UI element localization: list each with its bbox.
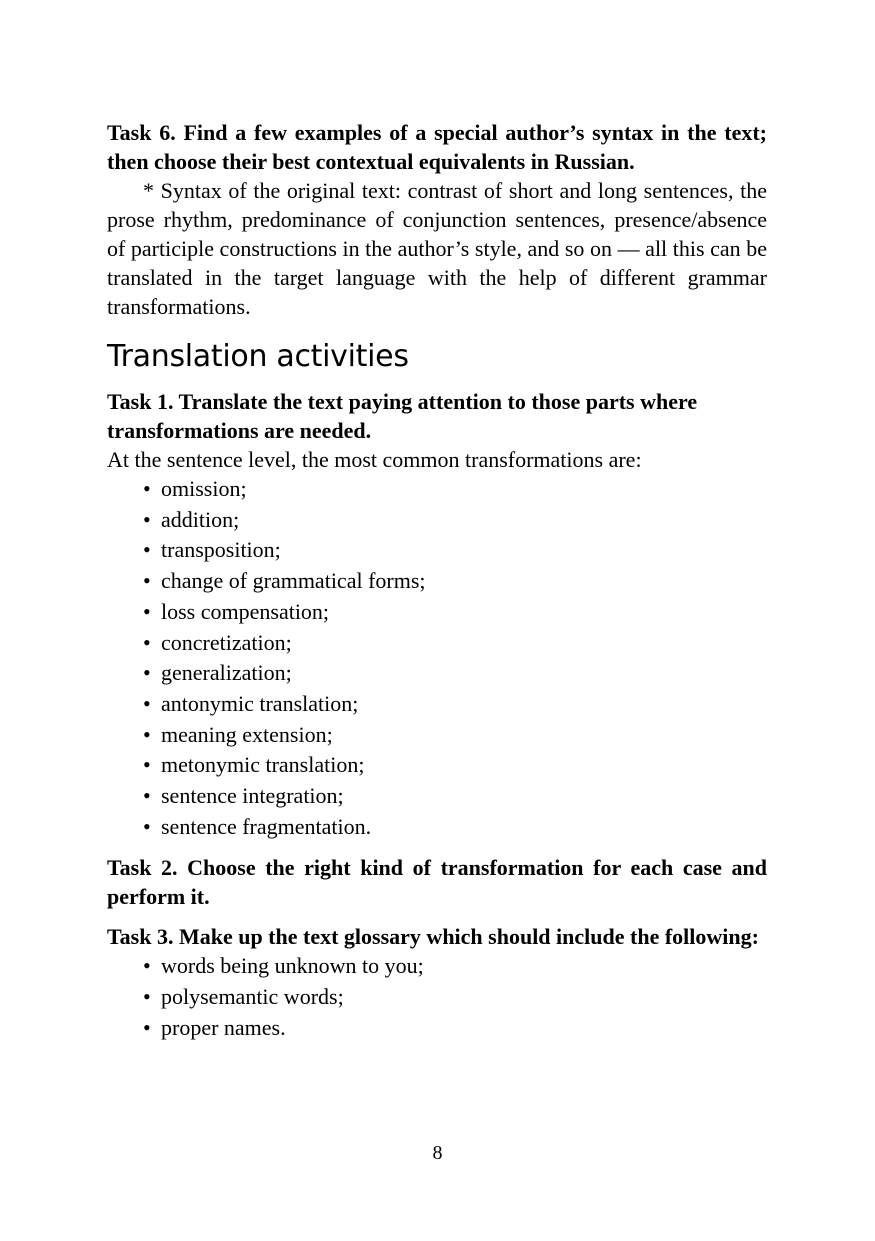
list-item-text: proper names. — [161, 1014, 286, 1040]
task3-title: Task 3. Make up the text glossary which should include the following: — [107, 924, 759, 950]
list-item-text: sentence fragmentation. — [161, 813, 372, 839]
list-item-text: words being unknown to you; — [161, 953, 424, 979]
bullet-icon: • — [143, 953, 151, 979]
list-item-text: addition; — [161, 506, 240, 532]
bullet-icon: • — [143, 813, 151, 839]
list-item-text: transposition; — [161, 537, 281, 563]
list-item — [143, 505, 767, 536]
page-number: 8 — [432, 1142, 443, 1164]
list-item — [143, 781, 767, 812]
list-item-text: generalization; — [161, 660, 292, 686]
list-item — [143, 689, 767, 720]
task6-title: Task 6. Find a few examples of a special author’s syntax in the text; then choose their best contextual equivalents in Russian. — [107, 120, 767, 174]
bullet-icon: • — [143, 690, 151, 716]
list-item — [143, 812, 767, 843]
bullet-icon: • — [143, 629, 151, 655]
page-content — [107, 118, 767, 1044]
list-item-text: sentence integration; — [161, 783, 344, 809]
task6-note: * Syntax of the original text: contrast of short and long sentences, the prose rhythm, predominance of conjunction sentences, presence/absence of participle constructions in the author’s style, and so on — all this can be translated in the target language with the help of different grammar transformations. — [107, 178, 767, 319]
task1-title: Task 1. Translate the text paying attention to those parts where transformations are needed. — [107, 389, 698, 443]
list-item — [143, 951, 767, 982]
list-item-text: loss compensation; — [161, 598, 330, 624]
list-item-text: meaning extension; — [161, 721, 333, 747]
list-item-text: concretization; — [161, 629, 292, 655]
bullet-icon: • — [143, 476, 151, 501]
bullet-icon: • — [143, 752, 151, 778]
list-item-text: antonymic translation; — [161, 690, 359, 716]
bullet-icon: • — [143, 568, 151, 594]
list-item — [143, 720, 767, 751]
list-item-text: change of grammatical forms; — [161, 568, 426, 594]
list-item — [143, 566, 767, 597]
glossary-list — [107, 951, 767, 1043]
task2-title: Task 2. Choose the right kind of transformation for each case and perform it. — [107, 855, 767, 910]
bullet-icon: • — [143, 1014, 151, 1040]
list-item — [143, 658, 767, 689]
list-item-text: metonymic translation; — [161, 752, 365, 778]
bullet-icon: • — [143, 537, 151, 563]
list-item — [143, 628, 767, 659]
list-item — [143, 597, 767, 628]
transformations-list — [107, 474, 767, 842]
list-item-text: polysemantic words; — [161, 984, 344, 1010]
section-heading: Translation activities — [107, 339, 409, 374]
bullet-icon: • — [143, 984, 151, 1010]
list-item-text: omission; — [161, 476, 247, 501]
list-item — [143, 1013, 767, 1044]
list-item — [143, 535, 767, 566]
task1-intro: At the sentence level, the most common transformations are: — [107, 447, 642, 472]
list-item — [143, 982, 767, 1013]
bullet-icon: • — [143, 598, 151, 624]
list-item — [143, 474, 767, 505]
bullet-icon: • — [143, 660, 151, 686]
bullet-icon: • — [143, 721, 151, 747]
list-item — [143, 750, 767, 781]
bullet-icon: • — [143, 506, 151, 532]
bullet-icon: • — [143, 783, 151, 809]
